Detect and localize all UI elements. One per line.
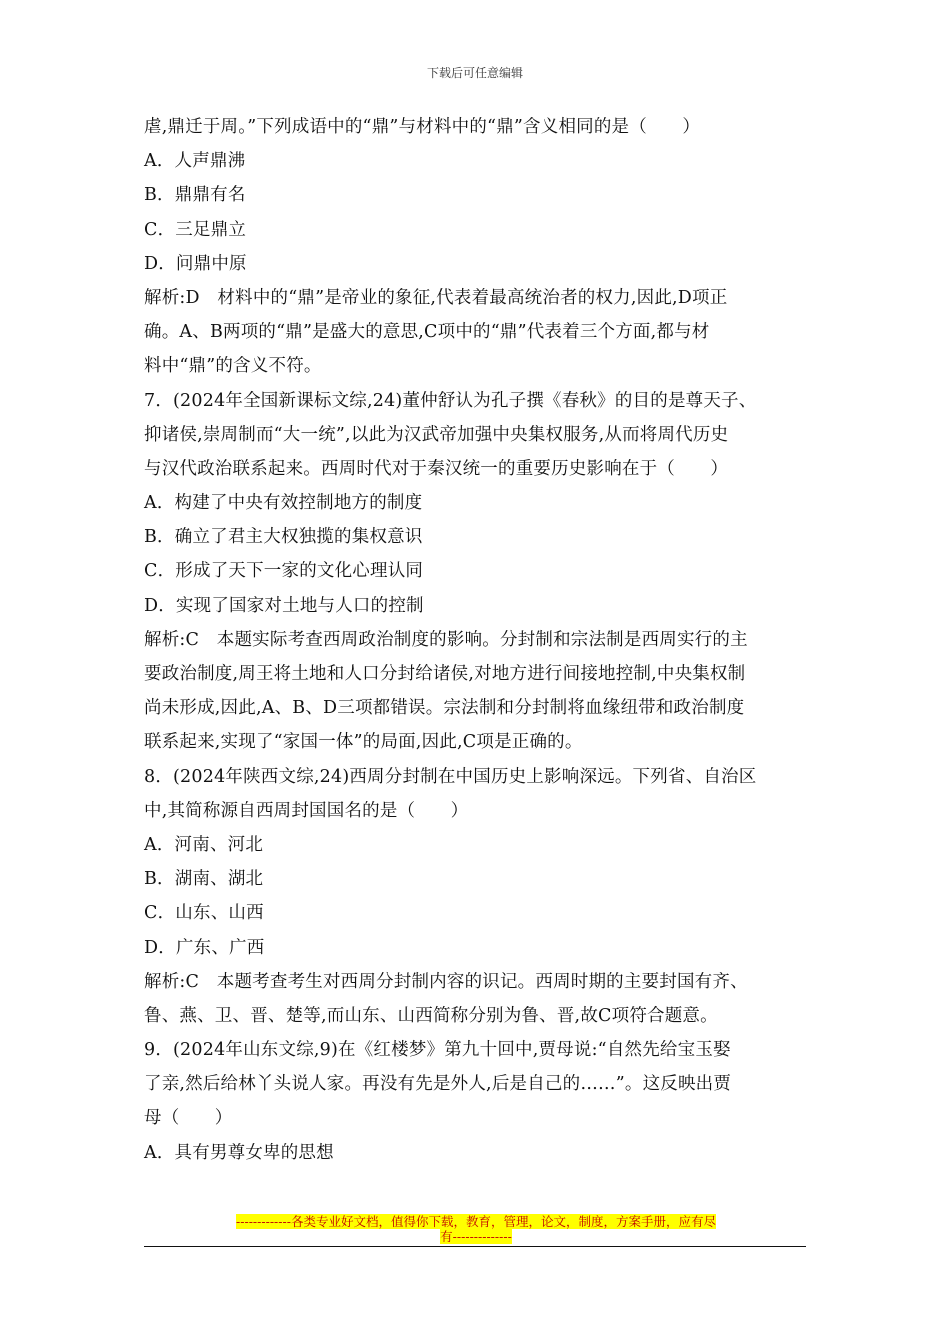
question-8: 8．(2024年陕西文综,24)西周分封制在中国历史上影响深远。下列省、自治区 [144,766,757,787]
option-b: B．确立了君主大权独揽的集权意识 [144,527,423,548]
question-line: 抑诸侯,崇周制而“大一统”,以此为汉武帝加强中央集权服务,从而将周代历史 [144,424,729,445]
page-header: 下载后可任意编辑 [426,66,523,80]
text-line: 虐,鼎迁于周。”下列成语中的“鼎”与材料中的“鼎”含义相同的是（ ） [144,117,701,137]
question-line: 中,其简称源自西周封国国名的是（ ） [144,800,469,821]
option-a: A．具有男尊女卑的思想 [144,1142,334,1163]
option-d: D．问鼎中原 [144,253,247,274]
document-body [144,110,808,1170]
analysis-line: 鲁、燕、卫、晋、楚等,而山东、山西简称分别为鲁、晋,故C项符合题意。 [144,1005,718,1026]
question-7: 7．(2024年全国新课标文综,24)董仲舒认为孔子撰《春秋》的目的是尊天子、 [144,390,757,411]
option-a: A．河南、河北 [144,834,264,855]
analysis-line: 解析:C 本题考查考生对西周分封制内容的识记。西周时期的主要封国有齐、 [144,971,748,992]
option-b: B．鼎鼎有名 [144,185,246,206]
analysis-line: 解析:D 材料中的“鼎”是帝业的象征,代表着最高统治者的权力,因此,D项正 [144,287,728,308]
analysis-line: 料中“鼎”的含义不符。 [144,356,322,377]
question-line: 了亲,然后给林丫头说人家。再没有先是外人,后是自己的……”。这反映出贾 [144,1074,732,1095]
footer-divider [144,1246,806,1247]
option-c: C．三足鼎立 [144,219,247,240]
option-d: D．实现了国家对土地与人口的控制 [144,595,424,616]
option-d: D．广东、广西 [144,937,265,958]
option-c: C．形成了天下一家的文化心理认同 [144,561,424,582]
footer-line-1: -------------各类专业好文档，值得你下载，教育，管理，论文，制度，方案手册，应有尽 [236,1214,716,1229]
analysis-line: 确。A、B两项的“鼎”是盛大的意思,C项中的“鼎”代表着三个方面,都与材 [144,322,710,343]
option-b: B．湖南、湖北 [144,869,264,890]
question-9: 9．(2024年山东文综,9)在《红楼梦》第九十回中,贾母说:“自然先给宝玉娶 [144,1040,731,1061]
option-a: A．人声鼎沸 [144,151,246,172]
question-line: 母（ ） [144,1108,233,1129]
analysis-line: 解析:C 本题实际考查西周政治制度的影响。分封制和宗法制是西周实行的主 [144,629,748,650]
question-line: 与汉代政治联系起来。西周时代对于秦汉统一的重要历史影响在于（ ） [144,458,729,479]
footer-line-2: 有-------------- [440,1229,512,1244]
analysis-line: 尚未形成,因此,A、B、D三项都错误。宗法制和分封制将血缘纽带和政治制度 [144,698,745,719]
option-c: C．山东、山西 [144,903,264,924]
option-a: A．构建了中央有效控制地方的制度 [144,493,423,514]
analysis-line: 要政治制度,周王将土地和人口分封给诸侯,对地方进行间接地控制,中央集权制 [144,664,746,684]
analysis-line: 联系起来,实现了“家国一体”的局面,因此,C项是正确的。 [144,732,583,753]
footer-note [176,1214,776,1244]
